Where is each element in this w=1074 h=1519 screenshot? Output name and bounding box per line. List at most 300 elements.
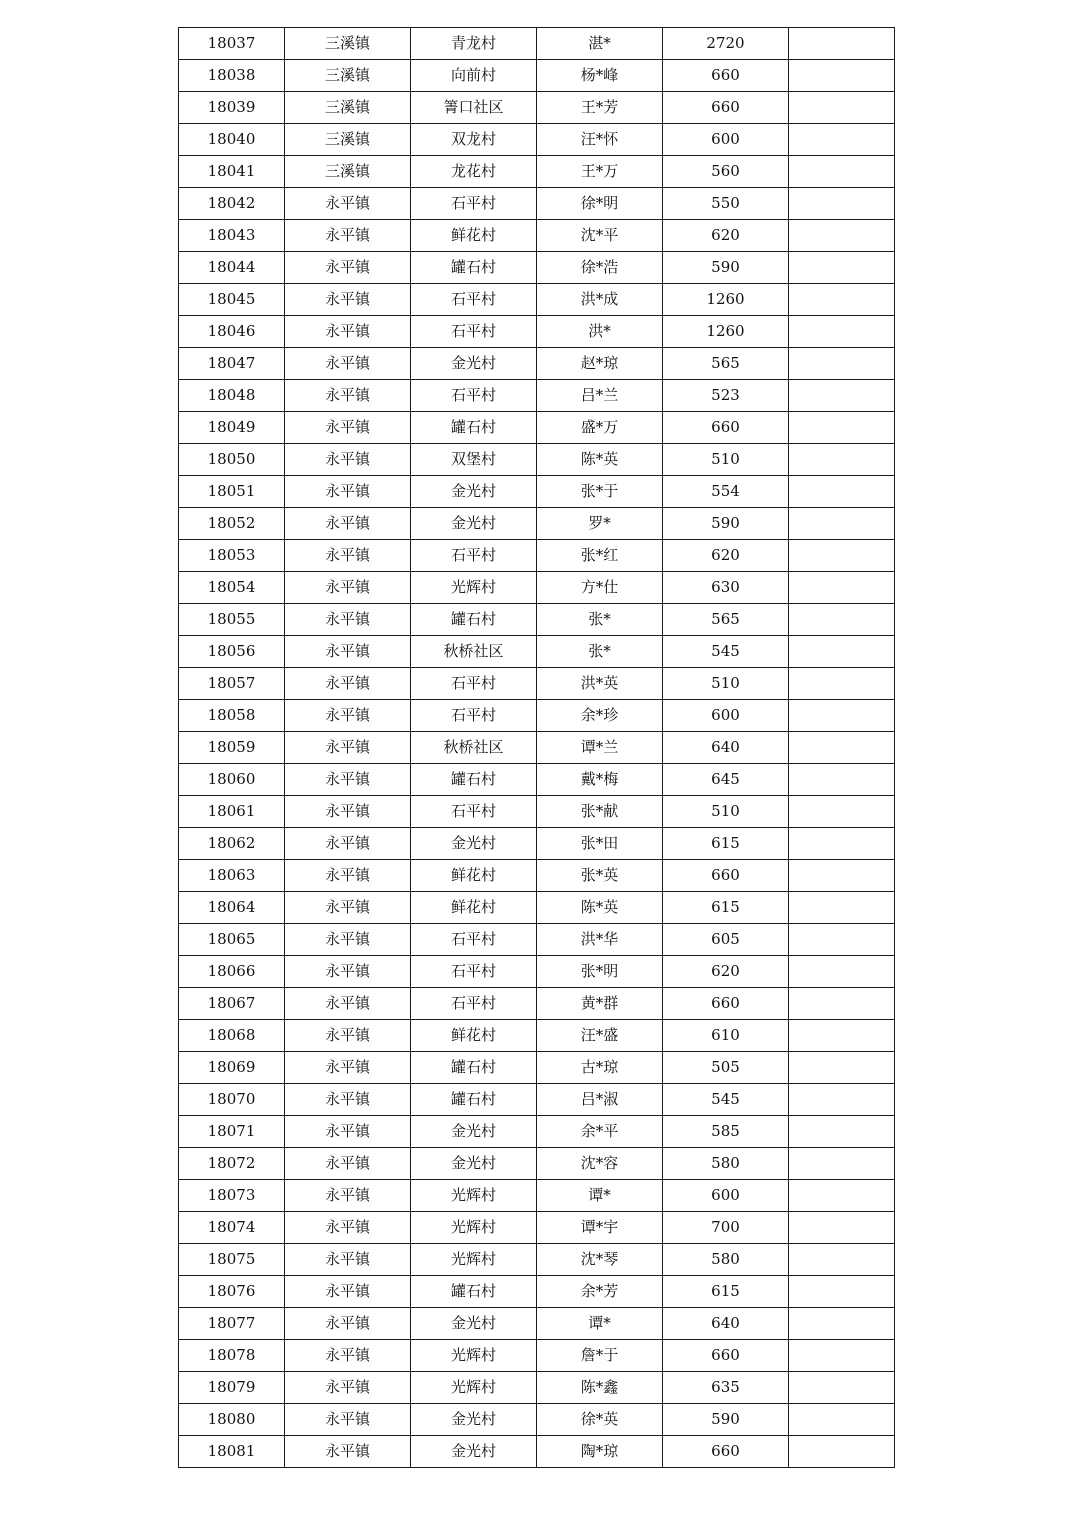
table-row [179,1244,895,1276]
record-id-cell: 18076 [179,1276,285,1308]
record-id-cell: 18039 [179,92,285,124]
note-cell [789,1084,895,1116]
town-cell: 永平镇 [285,636,411,668]
amount-cell: 615 [663,828,789,860]
table-row [179,1180,895,1212]
name-cell: 赵*琼 [537,348,663,380]
name-cell: 湛* [537,28,663,60]
table-row [179,1084,895,1116]
table-row [179,28,895,60]
note-cell [789,220,895,252]
table-row [179,700,895,732]
village-cell: 石平村 [411,668,537,700]
note-cell [789,1372,895,1404]
village-cell: 光辉村 [411,1180,537,1212]
village-cell: 龙花村 [411,156,537,188]
town-cell: 三溪镇 [285,92,411,124]
town-cell: 永平镇 [285,956,411,988]
record-id-cell: 18080 [179,1404,285,1436]
town-cell: 永平镇 [285,1116,411,1148]
table-row [179,1020,895,1052]
amount-cell: 550 [663,188,789,220]
name-cell: 余*平 [537,1116,663,1148]
name-cell: 洪* [537,316,663,348]
village-cell: 石平村 [411,988,537,1020]
town-cell: 永平镇 [285,220,411,252]
town-cell: 三溪镇 [285,156,411,188]
village-cell: 金光村 [411,1148,537,1180]
village-cell: 石平村 [411,956,537,988]
amount-cell: 660 [663,860,789,892]
amount-cell: 600 [663,124,789,156]
record-id-cell: 18072 [179,1148,285,1180]
town-cell: 三溪镇 [285,124,411,156]
table-row [179,892,895,924]
amount-cell: 600 [663,700,789,732]
note-cell [789,284,895,316]
village-cell: 光辉村 [411,1212,537,1244]
town-cell: 永平镇 [285,316,411,348]
town-cell: 永平镇 [285,1084,411,1116]
village-cell: 石平村 [411,924,537,956]
amount-cell: 545 [663,1084,789,1116]
village-cell: 金光村 [411,1116,537,1148]
note-cell [789,604,895,636]
record-id-cell: 18064 [179,892,285,924]
village-cell: 罐石村 [411,1084,537,1116]
table-row [179,1148,895,1180]
note-cell [789,860,895,892]
note-cell [789,476,895,508]
name-cell: 张*红 [537,540,663,572]
town-cell: 永平镇 [285,1308,411,1340]
note-cell [789,508,895,540]
table-row [179,284,895,316]
table-row [179,1340,895,1372]
town-cell: 永平镇 [285,348,411,380]
village-cell: 青龙村 [411,28,537,60]
amount-cell: 560 [663,156,789,188]
town-cell: 永平镇 [285,1404,411,1436]
record-id-cell: 18050 [179,444,285,476]
record-id-cell: 18038 [179,60,285,92]
town-cell: 永平镇 [285,796,411,828]
note-cell [789,1436,895,1468]
record-id-cell: 18052 [179,508,285,540]
table-row [179,732,895,764]
record-id-cell: 18054 [179,572,285,604]
town-cell: 永平镇 [285,828,411,860]
amount-cell: 700 [663,1212,789,1244]
name-cell: 罗* [537,508,663,540]
village-cell: 双堡村 [411,444,537,476]
amount-cell: 640 [663,1308,789,1340]
town-cell: 永平镇 [285,1244,411,1276]
note-cell [789,1052,895,1084]
record-id-cell: 18067 [179,988,285,1020]
name-cell: 谭* [537,1180,663,1212]
amount-cell: 590 [663,252,789,284]
record-id-cell: 18044 [179,252,285,284]
amount-cell: 615 [663,892,789,924]
amount-cell: 554 [663,476,789,508]
record-id-cell: 18045 [179,284,285,316]
name-cell: 古*琼 [537,1052,663,1084]
record-id-cell: 18056 [179,636,285,668]
note-cell [789,188,895,220]
name-cell: 王*万 [537,156,663,188]
village-cell: 罐石村 [411,252,537,284]
name-cell: 张*田 [537,828,663,860]
note-cell [789,60,895,92]
name-cell: 杨*峰 [537,60,663,92]
name-cell: 陈*英 [537,444,663,476]
note-cell [789,572,895,604]
record-id-cell: 18077 [179,1308,285,1340]
note-cell [789,668,895,700]
record-id-cell: 18057 [179,668,285,700]
village-cell: 罐石村 [411,1052,537,1084]
name-cell: 谭* [537,1308,663,1340]
town-cell: 永平镇 [285,892,411,924]
amount-cell: 620 [663,540,789,572]
table-row [179,412,895,444]
note-cell [789,156,895,188]
table-row [179,1372,895,1404]
amount-cell: 660 [663,92,789,124]
town-cell: 永平镇 [285,508,411,540]
name-cell: 洪*英 [537,668,663,700]
town-cell: 永平镇 [285,1276,411,1308]
village-cell: 箐口社区 [411,92,537,124]
name-cell: 沈*平 [537,220,663,252]
record-id-cell: 18055 [179,604,285,636]
table-row [179,1052,895,1084]
note-cell [789,124,895,156]
town-cell: 永平镇 [285,764,411,796]
name-cell: 徐*浩 [537,252,663,284]
name-cell: 余*珍 [537,700,663,732]
record-table [178,27,895,1468]
record-id-cell: 18049 [179,412,285,444]
name-cell: 汪*怀 [537,124,663,156]
village-cell: 石平村 [411,796,537,828]
record-id-cell: 18068 [179,1020,285,1052]
note-cell [789,732,895,764]
record-id-cell: 18075 [179,1244,285,1276]
table-row [179,1436,895,1468]
amount-cell: 620 [663,956,789,988]
name-cell: 陈*鑫 [537,1372,663,1404]
table-row [179,924,895,956]
note-cell [789,796,895,828]
amount-cell: 510 [663,668,789,700]
name-cell: 张*于 [537,476,663,508]
record-id-cell: 18066 [179,956,285,988]
name-cell: 陶*琼 [537,1436,663,1468]
record-id-cell: 18079 [179,1372,285,1404]
town-cell: 永平镇 [285,1052,411,1084]
note-cell [789,1116,895,1148]
town-cell: 永平镇 [285,380,411,412]
record-id-cell: 18051 [179,476,285,508]
name-cell: 戴*梅 [537,764,663,796]
amount-cell: 600 [663,1180,789,1212]
amount-cell: 565 [663,604,789,636]
village-cell: 光辉村 [411,572,537,604]
amount-cell: 660 [663,1340,789,1372]
record-id-cell: 18048 [179,380,285,412]
note-cell [789,316,895,348]
amount-cell: 590 [663,508,789,540]
town-cell: 永平镇 [285,412,411,444]
name-cell: 张* [537,604,663,636]
town-cell: 永平镇 [285,572,411,604]
table-row [179,124,895,156]
table-row [179,1276,895,1308]
town-cell: 永平镇 [285,1212,411,1244]
record-id-cell: 18037 [179,28,285,60]
town-cell: 三溪镇 [285,60,411,92]
record-id-cell: 18043 [179,220,285,252]
note-cell [789,1276,895,1308]
record-id-cell: 18071 [179,1116,285,1148]
amount-cell: 565 [663,348,789,380]
amount-cell: 580 [663,1244,789,1276]
town-cell: 永平镇 [285,668,411,700]
record-id-cell: 18059 [179,732,285,764]
amount-cell: 510 [663,444,789,476]
note-cell [789,636,895,668]
name-cell: 张*明 [537,956,663,988]
note-cell [789,988,895,1020]
amount-cell: 645 [663,764,789,796]
village-cell: 石平村 [411,188,537,220]
note-cell [789,1340,895,1372]
note-cell [789,1020,895,1052]
village-cell: 金光村 [411,1436,537,1468]
amount-cell: 523 [663,380,789,412]
name-cell: 盛*万 [537,412,663,444]
table-row [179,540,895,572]
amount-cell: 635 [663,1372,789,1404]
village-cell: 秋桥社区 [411,636,537,668]
amount-cell: 660 [663,60,789,92]
village-cell: 金光村 [411,508,537,540]
record-id-cell: 18073 [179,1180,285,1212]
amount-cell: 590 [663,1404,789,1436]
record-id-cell: 18053 [179,540,285,572]
name-cell: 王*芳 [537,92,663,124]
table-row [179,316,895,348]
table-row [179,860,895,892]
village-cell: 罐石村 [411,604,537,636]
table-row [179,764,895,796]
village-cell: 金光村 [411,476,537,508]
table-row [179,156,895,188]
name-cell: 陈*英 [537,892,663,924]
record-id-cell: 18042 [179,188,285,220]
village-cell: 金光村 [411,348,537,380]
note-cell [789,1212,895,1244]
table-row [179,988,895,1020]
name-cell: 徐*明 [537,188,663,220]
record-id-cell: 18078 [179,1340,285,1372]
record-id-cell: 18041 [179,156,285,188]
name-cell: 余*芳 [537,1276,663,1308]
name-cell: 詹*于 [537,1340,663,1372]
amount-cell: 615 [663,1276,789,1308]
village-cell: 向前村 [411,60,537,92]
town-cell: 永平镇 [285,188,411,220]
note-cell [789,92,895,124]
record-id-cell: 18047 [179,348,285,380]
table-row [179,476,895,508]
name-cell: 沈*容 [537,1148,663,1180]
town-cell: 永平镇 [285,988,411,1020]
village-cell: 罐石村 [411,1276,537,1308]
amount-cell: 640 [663,732,789,764]
amount-cell: 660 [663,1436,789,1468]
village-cell: 金光村 [411,1404,537,1436]
village-cell: 石平村 [411,316,537,348]
table-row [179,668,895,700]
village-cell: 鲜花村 [411,220,537,252]
note-cell [789,1180,895,1212]
table-row [179,444,895,476]
name-cell: 沈*琴 [537,1244,663,1276]
note-cell [789,1404,895,1436]
village-cell: 金光村 [411,828,537,860]
amount-cell: 610 [663,1020,789,1052]
amount-cell: 620 [663,220,789,252]
name-cell: 张*献 [537,796,663,828]
village-cell: 石平村 [411,380,537,412]
town-cell: 永平镇 [285,732,411,764]
table-row [179,572,895,604]
town-cell: 永平镇 [285,284,411,316]
table-row [179,1308,895,1340]
town-cell: 永平镇 [285,1372,411,1404]
table-row [179,252,895,284]
table-row [179,636,895,668]
note-cell [789,1244,895,1276]
note-cell [789,828,895,860]
name-cell: 洪*成 [537,284,663,316]
name-cell: 徐*英 [537,1404,663,1436]
amount-cell: 585 [663,1116,789,1148]
town-cell: 永平镇 [285,924,411,956]
village-cell: 罐石村 [411,764,537,796]
village-cell: 罐石村 [411,412,537,444]
note-cell [789,412,895,444]
note-cell [789,956,895,988]
town-cell: 永平镇 [285,540,411,572]
table-row [179,604,895,636]
village-cell: 鲜花村 [411,860,537,892]
village-cell: 光辉村 [411,1244,537,1276]
village-cell: 光辉村 [411,1340,537,1372]
town-cell: 三溪镇 [285,28,411,60]
note-cell [789,764,895,796]
town-cell: 永平镇 [285,252,411,284]
town-cell: 永平镇 [285,604,411,636]
village-cell: 金光村 [411,1308,537,1340]
table-row [179,1404,895,1436]
amount-cell: 545 [663,636,789,668]
town-cell: 永平镇 [285,1180,411,1212]
table-row [179,220,895,252]
village-cell: 双龙村 [411,124,537,156]
village-cell: 鲜花村 [411,1020,537,1052]
town-cell: 永平镇 [285,1436,411,1468]
table-row [179,828,895,860]
amount-cell: 505 [663,1052,789,1084]
table-row [179,508,895,540]
table-row [179,60,895,92]
town-cell: 永平镇 [285,1148,411,1180]
note-cell [789,892,895,924]
record-id-cell: 18081 [179,1436,285,1468]
record-id-cell: 18069 [179,1052,285,1084]
record-table-body [179,28,895,1468]
name-cell: 张*英 [537,860,663,892]
note-cell [789,1148,895,1180]
note-cell [789,252,895,284]
town-cell: 永平镇 [285,1340,411,1372]
record-id-cell: 18058 [179,700,285,732]
amount-cell: 1260 [663,284,789,316]
name-cell: 方*仕 [537,572,663,604]
name-cell: 黄*群 [537,988,663,1020]
name-cell: 吕*淑 [537,1084,663,1116]
table-row [179,1116,895,1148]
amount-cell: 1260 [663,316,789,348]
name-cell: 张* [537,636,663,668]
name-cell: 吕*兰 [537,380,663,412]
town-cell: 永平镇 [285,476,411,508]
name-cell: 谭*宇 [537,1212,663,1244]
note-cell [789,1308,895,1340]
table-row [179,796,895,828]
note-cell [789,348,895,380]
table-row [179,92,895,124]
town-cell: 永平镇 [285,860,411,892]
note-cell [789,700,895,732]
record-id-cell: 18074 [179,1212,285,1244]
record-id-cell: 18062 [179,828,285,860]
record-id-cell: 18046 [179,316,285,348]
amount-cell: 630 [663,572,789,604]
village-cell: 石平村 [411,700,537,732]
table-row [179,956,895,988]
amount-cell: 580 [663,1148,789,1180]
town-cell: 永平镇 [285,444,411,476]
village-cell: 秋桥社区 [411,732,537,764]
town-cell: 永平镇 [285,1020,411,1052]
table-row [179,188,895,220]
town-cell: 永平镇 [285,700,411,732]
amount-cell: 2720 [663,28,789,60]
record-id-cell: 18040 [179,124,285,156]
table-row [179,348,895,380]
village-cell: 石平村 [411,284,537,316]
village-cell: 石平村 [411,540,537,572]
name-cell: 洪*华 [537,924,663,956]
note-cell [789,540,895,572]
note-cell [789,380,895,412]
record-id-cell: 18061 [179,796,285,828]
